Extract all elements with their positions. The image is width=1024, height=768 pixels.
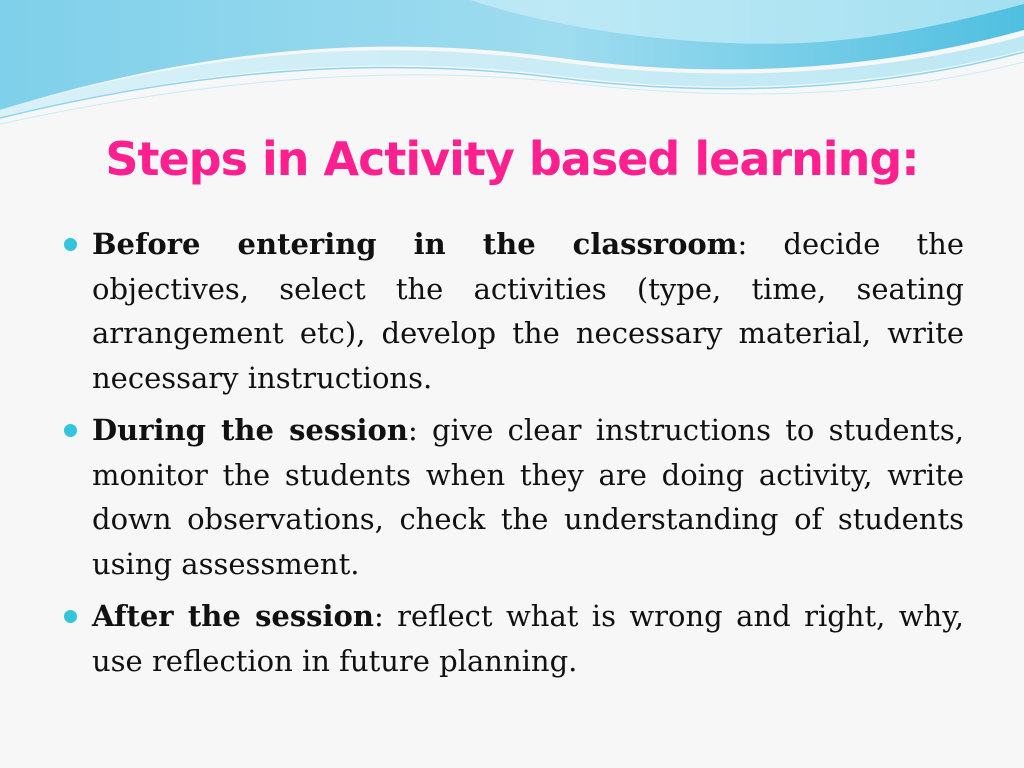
bullet-text: reflect what is wrong and right, why, use reflection in future planning. (92, 599, 964, 678)
bullet-text: decide the objectives, select the activities (type, time, seating arrangement etc), develop the necessary material, write necessary instructions. (92, 227, 964, 395)
bullet-heading: After the session (92, 599, 374, 633)
bullet-separator: : (373, 599, 384, 633)
header-wave-decoration (0, 0, 1024, 130)
bullet-dot-icon (64, 424, 77, 437)
bullet-separator: : (737, 227, 748, 261)
bullet-dot-icon (64, 610, 77, 623)
slide-title: Steps in Activity based learning: (105, 132, 919, 186)
bullet-during-session (64, 408, 964, 586)
bullet-list (64, 222, 964, 691)
bullet-separator: : (407, 413, 418, 447)
bullet-dot-icon (64, 238, 77, 251)
bullet-heading: During the session (92, 413, 408, 447)
bullet-text: give clear instructions to students, monitor the students when they are doing activity, write down observations, check the understanding of students using assessment. (92, 413, 964, 581)
bullet-before-class (64, 222, 964, 400)
bullet-heading: Before entering in the classroom (92, 227, 738, 261)
bullet-after-session (64, 594, 964, 683)
